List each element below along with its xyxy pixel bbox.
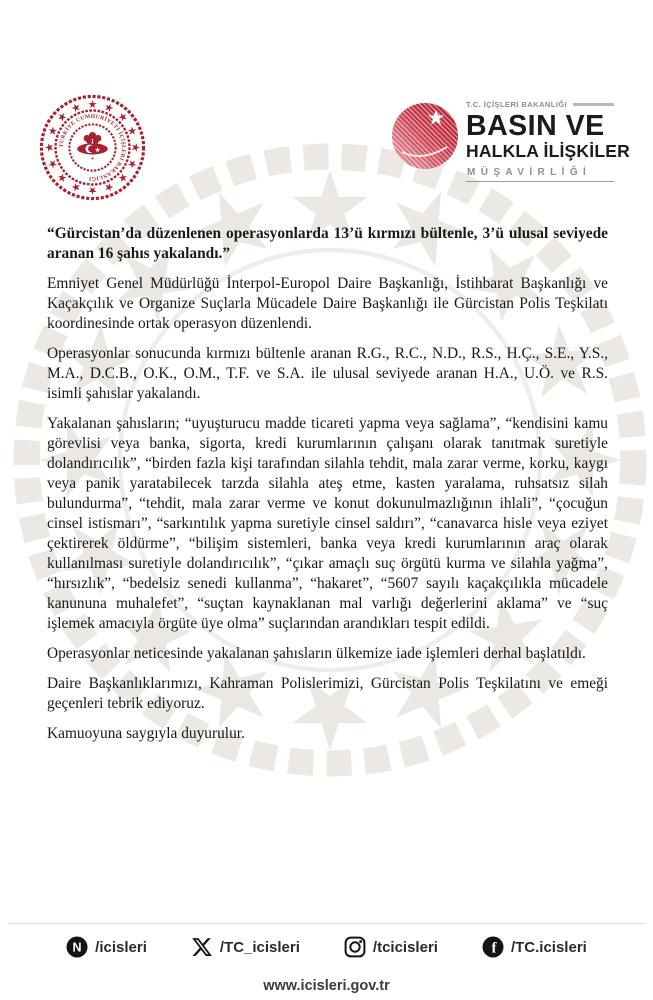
press-office-title-line3: MÜŞAVİRLİĞİ [466,164,614,182]
social-link-facebook[interactable] [482,936,587,958]
social-link-instagram[interactable] [344,936,438,958]
website-url[interactable]: www.icisleri.gov.tr [263,978,390,994]
press-office-logo [392,100,630,192]
nsosyal-icon [66,936,88,958]
social-link-x[interactable] [191,936,300,958]
facebook-icon [482,936,504,958]
x-icon [191,936,213,958]
paragraph-coordination: Emniyet Genel Müdürlüğü İnterpol-Europol Daire Başkanlığı, İstihbarat Başkanlığı ve Kaçakçılık ve Organize Suçlarla Mücadele Daire Başkanlığı ile Gürcistan Polis Teşkilatı koordinesinde ortak operasyon düzenlendi. [47,275,608,332]
svg-text:f: f [491,940,497,957]
press-office-emblem [392,103,458,169]
paragraph-captured-persons: Operasyonlar sonucunda kırmızı bültenle aranan R.G., R.C., N.D., R.S., H.Ç., S.E., Y.S., M.A., D.C.B., O.K., O.M., T.F. ve S.A. ile ulusal seviyede aranan H.A., U.Ö. ve R.S. isimli şahıslar yakalandı. [47,345,608,402]
seal-circular-text: TÜRKİYE CUMHURİYETİ İÇİŞLERİ BAKANLIĞI [58,113,127,182]
star-icon [392,103,458,169]
press-office-title-line2: HALKLA İLİŞKİLER [466,141,630,161]
decorative-bar [573,103,614,107]
ministry-name-label: T.C. İÇİŞLERİ BAKANLIĞI [466,100,568,109]
ministry-name-row [466,100,614,109]
social-handle: /TC_icisleri [219,938,300,956]
social-link-nsosyal[interactable] [66,936,147,958]
social-handle: /TC.icisleri [510,938,587,956]
press-office-wordmark [466,100,630,182]
paragraph-congratulations: Daire Başkanlıklarımızı, Kahraman Polislerimizi, Gürcistan Polis Teşkilatını ve emeği geçenleri tebrik ediyoruz. [47,675,608,712]
svg-text:N: N [72,940,82,955]
social-handle: /tcicisleri [372,938,438,956]
footer-divider [8,923,645,924]
press-office-title-line1: BASIN VE [466,110,605,142]
paragraph-crimes-list: Yakalanan şahısların; “uyuşturucu madde ticareti yapma veya sağlama”, “kendisini kamu görevlisi veya banka, sigorta, kredi kurumlarının çalışanı olarak tanıtmak suretiyle dolandırıcılık”, “birden fazla kişi tarafından silahla tehdit, mala zarar verme, korku, kaygı veya panik yaratabilecek tarzda silahla ateş etme, kasten yaralama, ruhsatsız silah bulundurma”, “tehdit, mala zarar verme ve konut dokunulmazlığının ihlali”, “çocuğun cinsel istismarı”, “sarkıntılık yapma suretiyle cinsel saldırı”, “canavarca hisle veya eziyet çektirerek öldürme”, “bilişim sistemleri, banka veya kredi kurumlarının araç olarak kullanılması suretiyle dolandırıcılık”, “çıkar amaçlı suç örgütü kurma ve silahla yağma”, “hırsızlık”, “bedelsiz senedi kullanma”, “hakaret”, “5607 sayılı kaçakçılıkla mücadele kanununa muhalefet”, “suçtan kaynaklanan mal varlığı değerlerini aklama” ve “suç işlemek amacıyla örgüte üye olma” suçlarından arandıkları tespit edildi. [47,415,608,632]
paragraph-extradition: Operasyonlar neticesinde yakalanan şahısların ülkemize iade işlemleri derhal başlatıldı. [47,645,586,662]
paragraph-closing: Kamuoyuna saygıyla duyurulur. [47,725,245,742]
instagram-icon [344,936,366,958]
social-handle: /icisleri [95,938,147,956]
ministry-seal-logo [37,92,148,203]
press-release-title: “Gürcistan’da düzenlenen operasyonlarda 13’ü kırmızı bültenle, 3’ü ulusal seviyede aranan 16 şahıs yakalandı.” [47,225,608,262]
press-release-body [47,224,608,754]
social-links-row [0,936,653,958]
